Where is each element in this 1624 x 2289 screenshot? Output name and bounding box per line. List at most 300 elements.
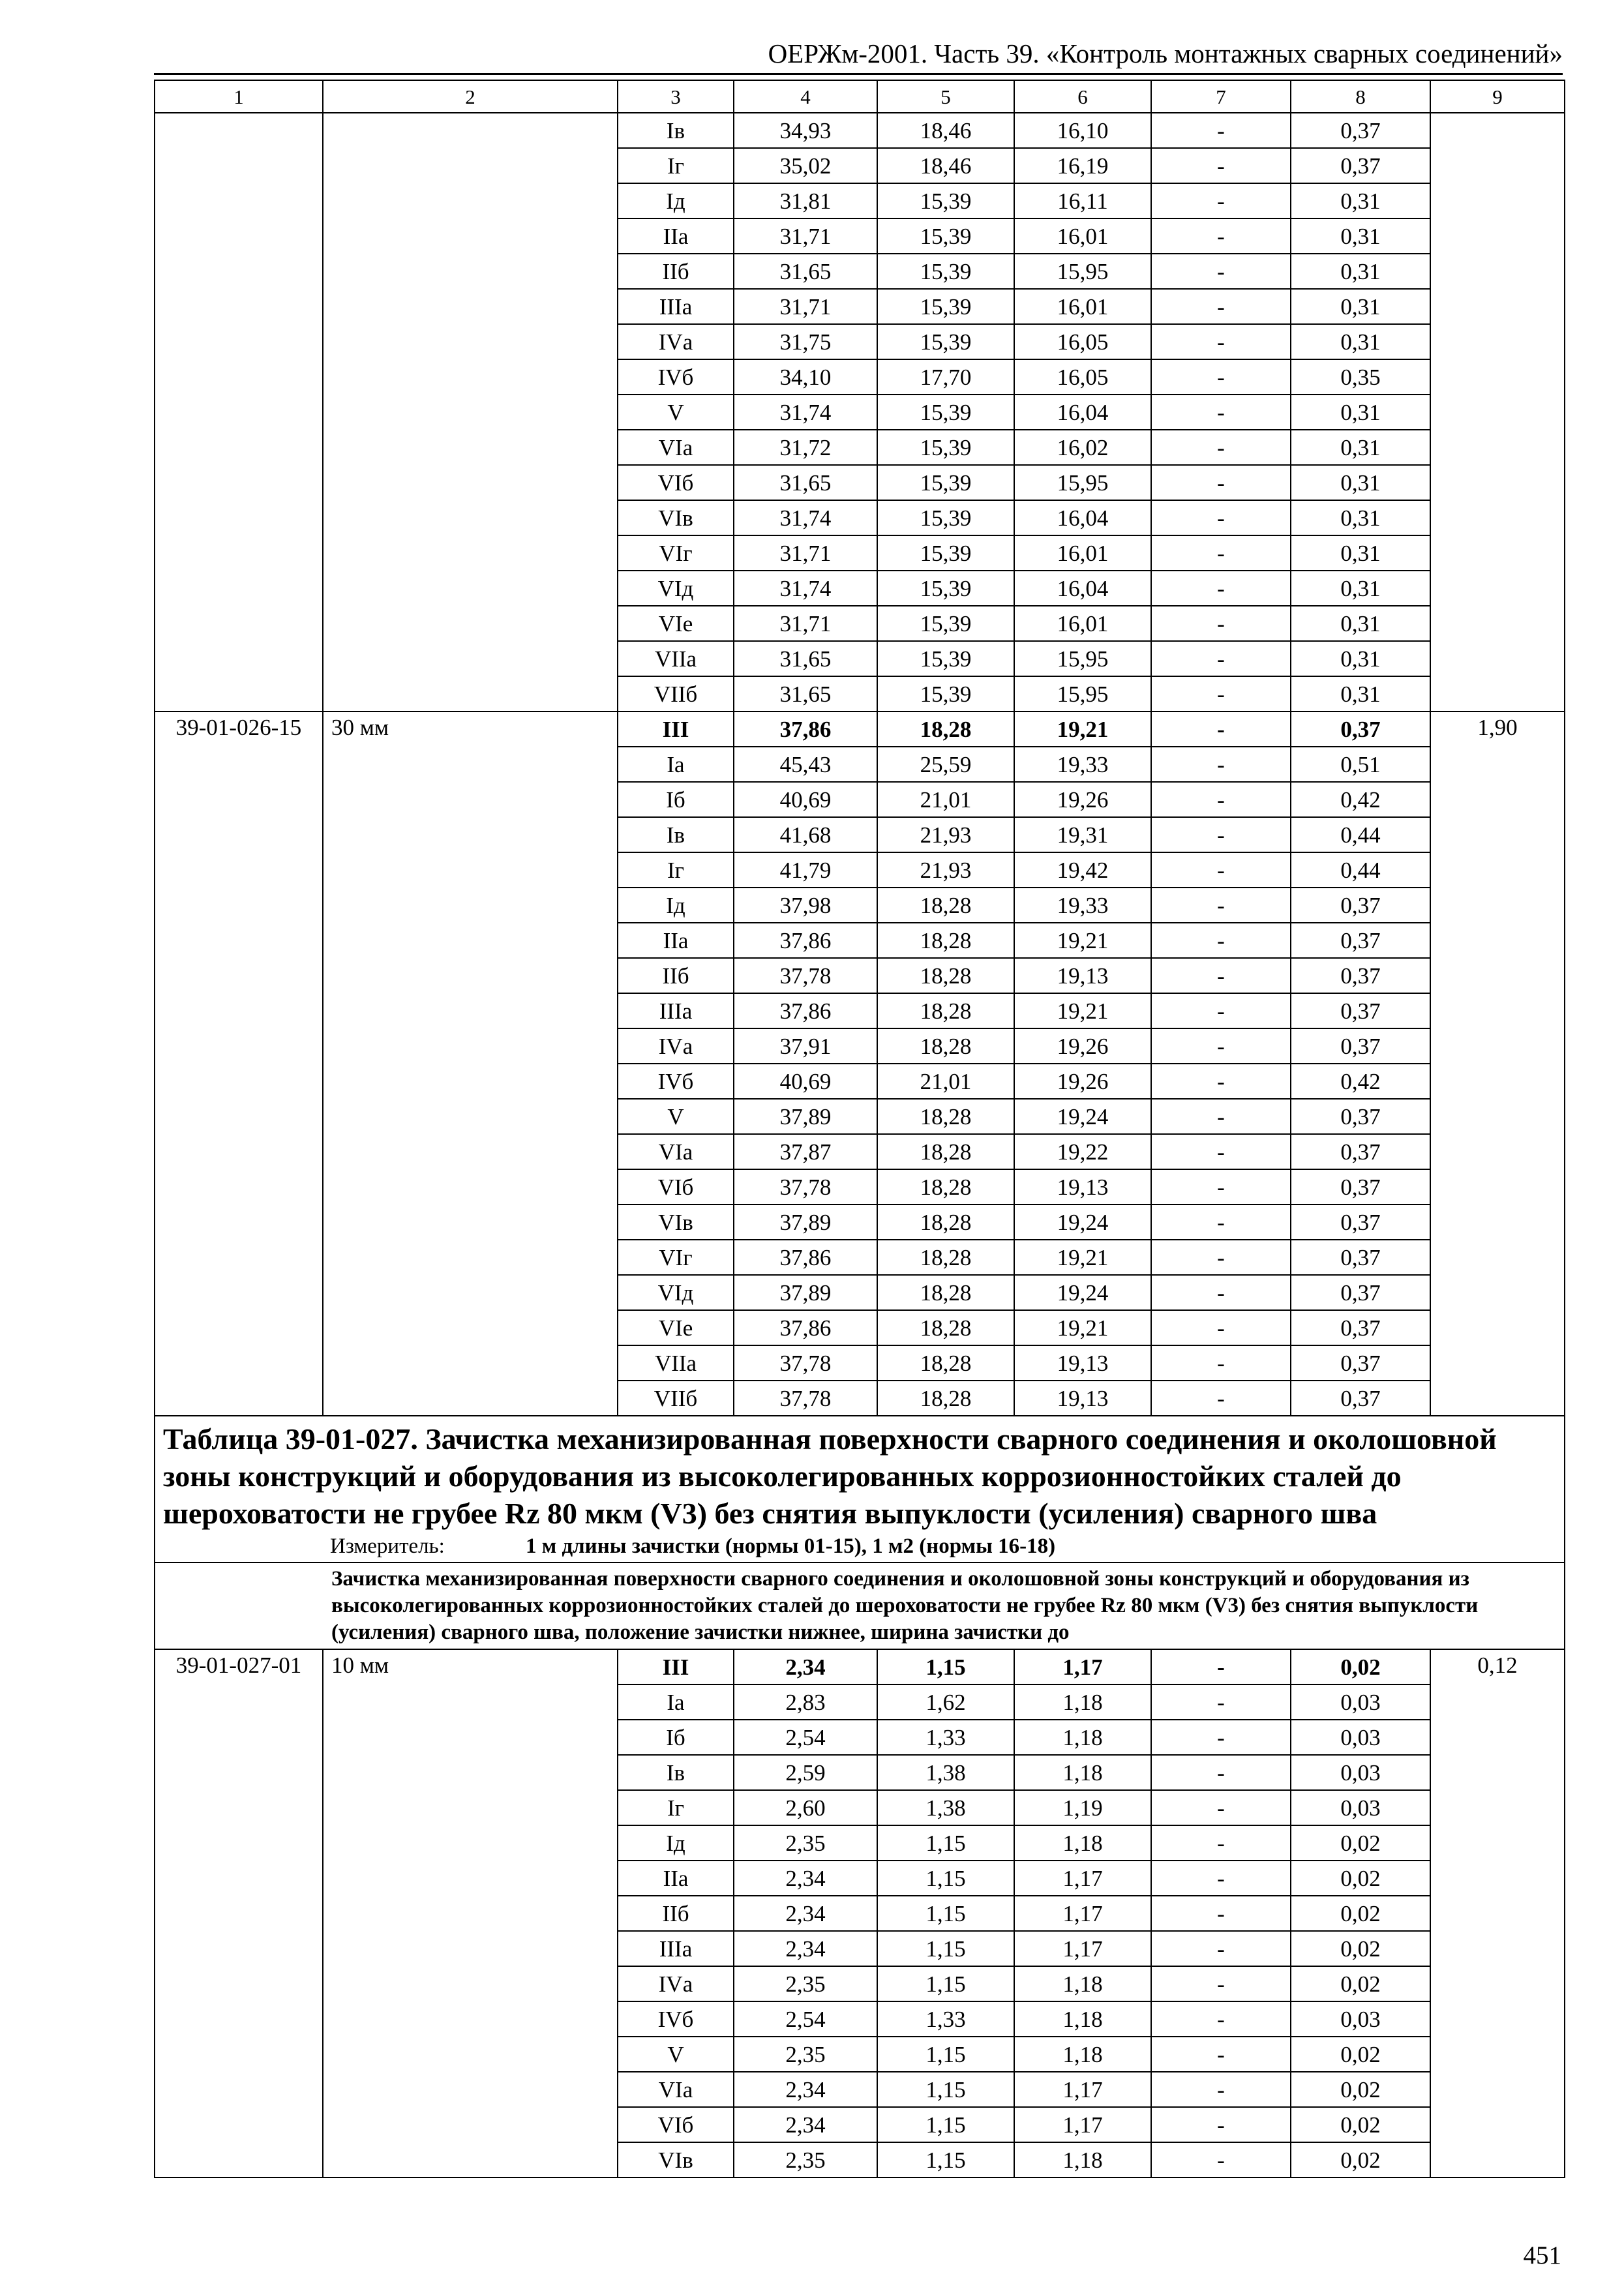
labor-cell: 0,02 — [1291, 2142, 1430, 2177]
region-cell: VIг — [618, 535, 734, 571]
total-cost-cell: 37,89 — [734, 1204, 877, 1240]
region-cell: IVа — [618, 324, 734, 359]
region-cell: VIIа — [618, 641, 734, 676]
wage-cell: 18,28 — [877, 1028, 1014, 1064]
labor-cell: 0,37 — [1291, 1204, 1430, 1240]
wage-cell: 15,39 — [877, 676, 1014, 711]
material-cost-cell: - — [1151, 747, 1291, 782]
machine-cost-cell: 16,04 — [1014, 571, 1151, 606]
wage-cell: 18,28 — [877, 711, 1014, 747]
labor-cell: 0,31 — [1291, 571, 1430, 606]
total-cost-cell: 2,34 — [734, 1649, 877, 1684]
machine-cost-cell: 1,17 — [1014, 1896, 1151, 1931]
material-cost-cell: - — [1151, 782, 1291, 817]
norm-code-cell — [155, 113, 323, 711]
material-cost-cell: - — [1151, 852, 1291, 888]
machine-cost-cell: 19,21 — [1014, 993, 1151, 1028]
labor-cell: 0,31 — [1291, 324, 1430, 359]
region-cell: VIа — [618, 1134, 734, 1169]
labor-cell: 0,31 — [1291, 676, 1430, 711]
machine-cost-cell: 19,33 — [1014, 888, 1151, 923]
total-cost-cell: 37,78 — [734, 958, 877, 993]
region-cell: IIIа — [618, 289, 734, 324]
material-cost-cell: - — [1151, 817, 1291, 852]
total-cost-cell: 2,83 — [734, 1684, 877, 1720]
labor-cell: 0,02 — [1291, 1825, 1430, 1861]
wage-cell: 1,15 — [877, 1931, 1014, 1966]
labor-cell: 0,03 — [1291, 1684, 1430, 1720]
machine-cost-cell: 16,01 — [1014, 289, 1151, 324]
total-cost-cell: 37,91 — [734, 1028, 877, 1064]
total-cost-cell: 41,79 — [734, 852, 877, 888]
region-cell: VIе — [618, 606, 734, 641]
total-cost-cell: 2,54 — [734, 2001, 877, 2037]
region-cell: VIIб — [618, 676, 734, 711]
column-number: 8 — [1291, 80, 1430, 113]
machine-cost-cell: 19,26 — [1014, 782, 1151, 817]
region-cell: VIб — [618, 465, 734, 500]
material-cost-cell: - — [1151, 571, 1291, 606]
machine-cost-cell: 19,31 — [1014, 817, 1151, 852]
machine-cost-cell: 19,13 — [1014, 958, 1151, 993]
wage-cell: 21,93 — [877, 852, 1014, 888]
labor-cell: 0,35 — [1291, 359, 1430, 395]
total-cost-cell: 31,74 — [734, 571, 877, 606]
labor-cell: 0,02 — [1291, 2037, 1430, 2072]
region-cell: VIа — [618, 430, 734, 465]
material-cost-cell: - — [1151, 2142, 1291, 2177]
total-cost-cell: 37,86 — [734, 1240, 877, 1275]
labor-cell: 0,31 — [1291, 641, 1430, 676]
material-cost-cell: - — [1151, 183, 1291, 218]
machine-cost-cell: 16,04 — [1014, 500, 1151, 535]
norm-size-cell — [323, 113, 618, 711]
material-cost-cell: - — [1151, 1099, 1291, 1134]
column-number: 5 — [877, 80, 1014, 113]
total-cost-cell: 2,59 — [734, 1755, 877, 1790]
total-cost-cell: 34,10 — [734, 359, 877, 395]
wage-cell: 21,01 — [877, 782, 1014, 817]
machine-cost-cell: 1,17 — [1014, 1931, 1151, 1966]
material-cost-cell: - — [1151, 1966, 1291, 2001]
region-cell: Iв — [618, 817, 734, 852]
total-cost-cell: 2,34 — [734, 2072, 877, 2107]
machine-cost-cell: 15,95 — [1014, 641, 1151, 676]
labor-cell: 0,02 — [1291, 1931, 1430, 1966]
wage-cell: 18,28 — [877, 888, 1014, 923]
material-cost-cell: - — [1151, 1790, 1291, 1825]
material-cost-cell: - — [1151, 1028, 1291, 1064]
region-cell: VIб — [618, 2107, 734, 2142]
material-cost-cell: - — [1151, 1275, 1291, 1310]
wage-cell: 18,28 — [877, 1099, 1014, 1134]
labor-cell: 0,03 — [1291, 1720, 1430, 1755]
labor-cell: 0,37 — [1291, 1134, 1430, 1169]
machine-cost-cell: 19,13 — [1014, 1345, 1151, 1381]
total-cost-cell: 2,35 — [734, 2142, 877, 2177]
material-cost-cell: - — [1151, 324, 1291, 359]
material-cost-cell: - — [1151, 500, 1291, 535]
wage-cell: 15,39 — [877, 606, 1014, 641]
region-cell: VIв — [618, 1204, 734, 1240]
wage-cell: 15,39 — [877, 535, 1014, 571]
measure-label: Измеритель: — [330, 1534, 445, 1558]
total-cost-cell: 37,78 — [734, 1345, 877, 1381]
labor-cell: 0,37 — [1291, 1169, 1430, 1204]
total-cost-cell: 2,34 — [734, 2107, 877, 2142]
region-cell: IVа — [618, 1966, 734, 2001]
description-cell: Зачистка механизированная поверхности сварного соединения и околошовной зоны конструкций и оборудования из высоколегированных коррозионностойких сталей до шероховатости не грубее Rz 80 мкм (V3) без снятия выпуклости (усиления) сварного шва, положение зачистки нижнее, ширина зачистки до — [155, 1563, 1565, 1649]
wage-cell: 18,28 — [877, 1240, 1014, 1275]
machine-cost-cell: 19,21 — [1014, 711, 1151, 747]
wage-cell: 1,15 — [877, 2142, 1014, 2177]
labor-cell: 0,37 — [1291, 923, 1430, 958]
wage-cell: 15,39 — [877, 430, 1014, 465]
wage-cell: 21,93 — [877, 817, 1014, 852]
page-number: 451 — [1523, 2241, 1561, 2269]
labor-cell: 0,02 — [1291, 1861, 1430, 1896]
wage-cell: 1,15 — [877, 1649, 1014, 1684]
total-cost-cell: 31,71 — [734, 535, 877, 571]
labor-cell: 0,37 — [1291, 113, 1430, 148]
machine-cost-cell: 15,95 — [1014, 465, 1151, 500]
total-cost-cell: 2,34 — [734, 1861, 877, 1896]
column-number: 2 — [323, 80, 618, 113]
wage-cell: 18,28 — [877, 1134, 1014, 1169]
labor-cell: 0,31 — [1291, 606, 1430, 641]
region-cell: Iб — [618, 1720, 734, 1755]
labor-cell: 0,31 — [1291, 218, 1430, 254]
material-cost-cell: - — [1151, 606, 1291, 641]
region-cell: Iд — [618, 1825, 734, 1861]
wage-cell: 15,39 — [877, 395, 1014, 430]
wage-cell: 18,28 — [877, 1169, 1014, 1204]
wage-cell: 15,39 — [877, 465, 1014, 500]
labor-cell: 0,03 — [1291, 1755, 1430, 1790]
material-cost-cell: - — [1151, 958, 1291, 993]
total-cost-cell: 40,69 — [734, 1064, 877, 1099]
region-cell: Iг — [618, 1790, 734, 1825]
labor-total-cell: 1,90 — [1430, 711, 1565, 1416]
labor-cell: 0,37 — [1291, 711, 1430, 747]
region-cell: IIIа — [618, 1931, 734, 1966]
region-cell: VIг — [618, 1240, 734, 1275]
wage-cell: 1,38 — [877, 1755, 1014, 1790]
total-cost-cell: 31,74 — [734, 500, 877, 535]
table-title-cell — [155, 1416, 1565, 1563]
labor-cell: 0,37 — [1291, 1345, 1430, 1381]
total-cost-cell: 35,02 — [734, 148, 877, 183]
region-cell: IVб — [618, 359, 734, 395]
measure-line — [163, 1533, 1556, 1559]
wage-cell: 18,28 — [877, 923, 1014, 958]
machine-cost-cell: 19,13 — [1014, 1381, 1151, 1416]
region-cell: VIв — [618, 2142, 734, 2177]
region-cell: IIIа — [618, 993, 734, 1028]
wage-cell: 18,28 — [877, 958, 1014, 993]
material-cost-cell: - — [1151, 1134, 1291, 1169]
total-cost-cell: 31,72 — [734, 430, 877, 465]
total-cost-cell: 2,35 — [734, 2037, 877, 2072]
material-cost-cell: - — [1151, 1755, 1291, 1790]
wage-cell: 1,33 — [877, 1720, 1014, 1755]
machine-cost-cell: 19,24 — [1014, 1275, 1151, 1310]
material-cost-cell: - — [1151, 1204, 1291, 1240]
wage-cell: 15,39 — [877, 289, 1014, 324]
region-cell: III — [618, 711, 734, 747]
machine-cost-cell: 1,18 — [1014, 2037, 1151, 2072]
region-cell: VIIа — [618, 1345, 734, 1381]
material-cost-cell: - — [1151, 1381, 1291, 1416]
wage-cell: 1,15 — [877, 2037, 1014, 2072]
labor-cell: 0,02 — [1291, 1649, 1430, 1684]
wage-cell: 1,15 — [877, 2107, 1014, 2142]
table-title-row — [155, 1416, 1565, 1563]
labor-cell: 0,37 — [1291, 993, 1430, 1028]
wage-cell: 15,39 — [877, 500, 1014, 535]
material-cost-cell: - — [1151, 2107, 1291, 2142]
material-cost-cell: - — [1151, 148, 1291, 183]
machine-cost-cell: 19,13 — [1014, 1169, 1151, 1204]
wage-cell: 15,39 — [877, 641, 1014, 676]
wage-cell: 1,62 — [877, 1684, 1014, 1720]
total-cost-cell: 34,93 — [734, 113, 877, 148]
machine-cost-cell: 15,95 — [1014, 254, 1151, 289]
region-cell: IVб — [618, 2001, 734, 2037]
total-cost-cell: 37,86 — [734, 1310, 877, 1345]
wage-cell: 1,15 — [877, 2072, 1014, 2107]
material-cost-cell: - — [1151, 641, 1291, 676]
total-cost-cell: 37,89 — [734, 1099, 877, 1134]
machine-cost-cell: 1,18 — [1014, 1755, 1151, 1790]
total-cost-cell: 37,86 — [734, 993, 877, 1028]
column-number: 7 — [1151, 80, 1291, 113]
total-cost-cell: 37,89 — [734, 1275, 877, 1310]
total-cost-cell: 31,65 — [734, 254, 877, 289]
labor-cell: 0,31 — [1291, 535, 1430, 571]
wage-cell: 18,46 — [877, 148, 1014, 183]
wage-cell: 1,33 — [877, 2001, 1014, 2037]
region-cell: V — [618, 1099, 734, 1134]
material-cost-cell: - — [1151, 113, 1291, 148]
total-cost-cell: 31,74 — [734, 395, 877, 430]
wage-cell: 18,46 — [877, 113, 1014, 148]
machine-cost-cell: 16,01 — [1014, 606, 1151, 641]
region-cell: IVа — [618, 1028, 734, 1064]
machine-cost-cell: 19,26 — [1014, 1028, 1151, 1064]
region-cell: IIб — [618, 958, 734, 993]
region-cell: V — [618, 2037, 734, 2072]
region-cell: III — [618, 1649, 734, 1684]
labor-cell: 0,37 — [1291, 958, 1430, 993]
total-cost-cell: 31,65 — [734, 676, 877, 711]
material-cost-cell: - — [1151, 923, 1291, 958]
labor-cell: 0,31 — [1291, 500, 1430, 535]
material-cost-cell: - — [1151, 465, 1291, 500]
region-cell: Iг — [618, 852, 734, 888]
material-cost-cell: - — [1151, 1720, 1291, 1755]
region-cell: Iд — [618, 888, 734, 923]
material-cost-cell: - — [1151, 254, 1291, 289]
wage-cell: 1,15 — [877, 1966, 1014, 2001]
region-cell: IIб — [618, 1896, 734, 1931]
machine-cost-cell: 16,05 — [1014, 359, 1151, 395]
total-cost-cell: 31,71 — [734, 289, 877, 324]
wage-cell: 25,59 — [877, 747, 1014, 782]
region-cell: IVб — [618, 1064, 734, 1099]
region-cell: IIа — [618, 923, 734, 958]
total-cost-cell: 31,71 — [734, 218, 877, 254]
wage-cell: 18,28 — [877, 993, 1014, 1028]
region-cell: Iа — [618, 747, 734, 782]
total-cost-cell: 2,35 — [734, 1825, 877, 1861]
machine-cost-cell: 19,26 — [1014, 1064, 1151, 1099]
machine-cost-cell: 19,21 — [1014, 1310, 1151, 1345]
total-cost-cell: 37,87 — [734, 1134, 877, 1169]
region-cell: VIв — [618, 500, 734, 535]
total-cost-cell: 31,65 — [734, 465, 877, 500]
labor-cell: 0,44 — [1291, 852, 1430, 888]
region-cell: VIIб — [618, 1381, 734, 1416]
machine-cost-cell: 1,18 — [1014, 2001, 1151, 2037]
labor-cell: 0,31 — [1291, 183, 1430, 218]
total-cost-cell: 37,78 — [734, 1169, 877, 1204]
material-cost-cell: - — [1151, 676, 1291, 711]
region-cell: IIа — [618, 218, 734, 254]
labor-cell: 0,02 — [1291, 1966, 1430, 2001]
machine-cost-cell: 1,18 — [1014, 1825, 1151, 1861]
machine-cost-cell: 19,33 — [1014, 747, 1151, 782]
table-title: Таблица 39-01-027. Зачистка механизированная поверхности сварного соединения и околошовной зоны конструкций и оборудования из высоколегированных коррозионностойких сталей до шероховатости не грубее Rz 80 мкм (V3) без снятия выпуклости (усиления) сварного шва — [163, 1422, 1497, 1530]
labor-cell: 0,51 — [1291, 747, 1430, 782]
total-cost-cell: 31,81 — [734, 183, 877, 218]
labor-cell: 0,03 — [1291, 2001, 1430, 2037]
wage-cell: 18,28 — [877, 1204, 1014, 1240]
labor-cell: 0,37 — [1291, 1099, 1430, 1134]
total-cost-cell: 2,34 — [734, 1896, 877, 1931]
labor-cell: 0,42 — [1291, 782, 1430, 817]
wage-cell: 17,70 — [877, 359, 1014, 395]
machine-cost-cell: 15,95 — [1014, 676, 1151, 711]
labor-cell: 0,02 — [1291, 2107, 1430, 2142]
machine-cost-cell: 1,19 — [1014, 1790, 1151, 1825]
column-number: 1 — [155, 80, 323, 113]
machine-cost-cell: 19,24 — [1014, 1204, 1151, 1240]
total-cost-cell: 37,78 — [734, 1381, 877, 1416]
labor-cell: 0,37 — [1291, 148, 1430, 183]
labor-total-cell — [1430, 113, 1565, 711]
labor-cell: 0,31 — [1291, 465, 1430, 500]
labor-cell: 0,44 — [1291, 817, 1430, 852]
total-cost-cell: 2,60 — [734, 1790, 877, 1825]
norms-table — [154, 80, 1565, 2178]
machine-cost-cell: 16,01 — [1014, 218, 1151, 254]
machine-cost-cell: 1,18 — [1014, 1720, 1151, 1755]
table-row — [155, 1649, 1565, 1684]
column-number: 9 — [1430, 80, 1565, 113]
region-cell: Iд — [618, 183, 734, 218]
machine-cost-cell: 16,19 — [1014, 148, 1151, 183]
labor-cell: 0,02 — [1291, 1896, 1430, 1931]
labor-cell: 0,37 — [1291, 1240, 1430, 1275]
machine-cost-cell: 19,22 — [1014, 1134, 1151, 1169]
wage-cell: 15,39 — [877, 324, 1014, 359]
region-cell: VIа — [618, 2072, 734, 2107]
labor-cell: 0,37 — [1291, 1028, 1430, 1064]
labor-cell: 0,31 — [1291, 430, 1430, 465]
wage-cell: 18,28 — [877, 1310, 1014, 1345]
wage-cell: 1,15 — [877, 1825, 1014, 1861]
total-cost-cell: 2,54 — [734, 1720, 877, 1755]
labor-cell: 0,37 — [1291, 1381, 1430, 1416]
material-cost-cell: - — [1151, 1345, 1291, 1381]
column-number: 4 — [734, 80, 877, 113]
material-cost-cell: - — [1151, 711, 1291, 747]
region-cell: VIе — [618, 1310, 734, 1345]
wage-cell: 18,28 — [877, 1275, 1014, 1310]
total-cost-cell: 37,98 — [734, 888, 877, 923]
region-cell: Iв — [618, 113, 734, 148]
total-cost-cell: 40,69 — [734, 782, 877, 817]
column-numbers-row — [155, 80, 1565, 113]
wage-cell: 18,28 — [877, 1345, 1014, 1381]
region-cell: VIб — [618, 1169, 734, 1204]
labor-cell: 0,31 — [1291, 395, 1430, 430]
table-row — [155, 711, 1565, 747]
material-cost-cell: - — [1151, 395, 1291, 430]
machine-cost-cell: 1,17 — [1014, 2072, 1151, 2107]
wage-cell: 15,39 — [877, 571, 1014, 606]
region-cell: VIд — [618, 571, 734, 606]
labor-cell: 0,37 — [1291, 1275, 1430, 1310]
total-cost-cell: 41,68 — [734, 817, 877, 852]
wage-cell: 15,39 — [877, 254, 1014, 289]
machine-cost-cell: 1,18 — [1014, 1966, 1151, 2001]
wage-cell: 18,28 — [877, 1381, 1014, 1416]
machine-cost-cell: 1,17 — [1014, 1861, 1151, 1896]
machine-cost-cell: 16,02 — [1014, 430, 1151, 465]
labor-cell: 0,42 — [1291, 1064, 1430, 1099]
machine-cost-cell: 19,21 — [1014, 923, 1151, 958]
wage-cell: 15,39 — [877, 183, 1014, 218]
material-cost-cell: - — [1151, 1684, 1291, 1720]
material-cost-cell: - — [1151, 218, 1291, 254]
total-cost-cell: 37,86 — [734, 711, 877, 747]
material-cost-cell: - — [1151, 1064, 1291, 1099]
material-cost-cell: - — [1151, 1649, 1291, 1684]
wage-cell: 15,39 — [877, 218, 1014, 254]
total-cost-cell: 2,35 — [734, 1966, 877, 2001]
region-cell: IIа — [618, 1861, 734, 1896]
material-cost-cell: - — [1151, 993, 1291, 1028]
total-cost-cell: 31,75 — [734, 324, 877, 359]
total-cost-cell: 37,86 — [734, 923, 877, 958]
labor-cell: 0,37 — [1291, 888, 1430, 923]
machine-cost-cell: 1,17 — [1014, 1649, 1151, 1684]
machine-cost-cell: 1,18 — [1014, 2142, 1151, 2177]
material-cost-cell: - — [1151, 535, 1291, 571]
labor-cell: 0,02 — [1291, 2072, 1430, 2107]
machine-cost-cell: 1,17 — [1014, 2107, 1151, 2142]
material-cost-cell: - — [1151, 888, 1291, 923]
labor-cell: 0,03 — [1291, 1790, 1430, 1825]
wage-cell: 21,01 — [877, 1064, 1014, 1099]
column-number: 6 — [1014, 80, 1151, 113]
material-cost-cell: - — [1151, 1825, 1291, 1861]
table-row — [155, 113, 1565, 148]
region-cell: VIд — [618, 1275, 734, 1310]
description-row — [155, 1563, 1565, 1649]
